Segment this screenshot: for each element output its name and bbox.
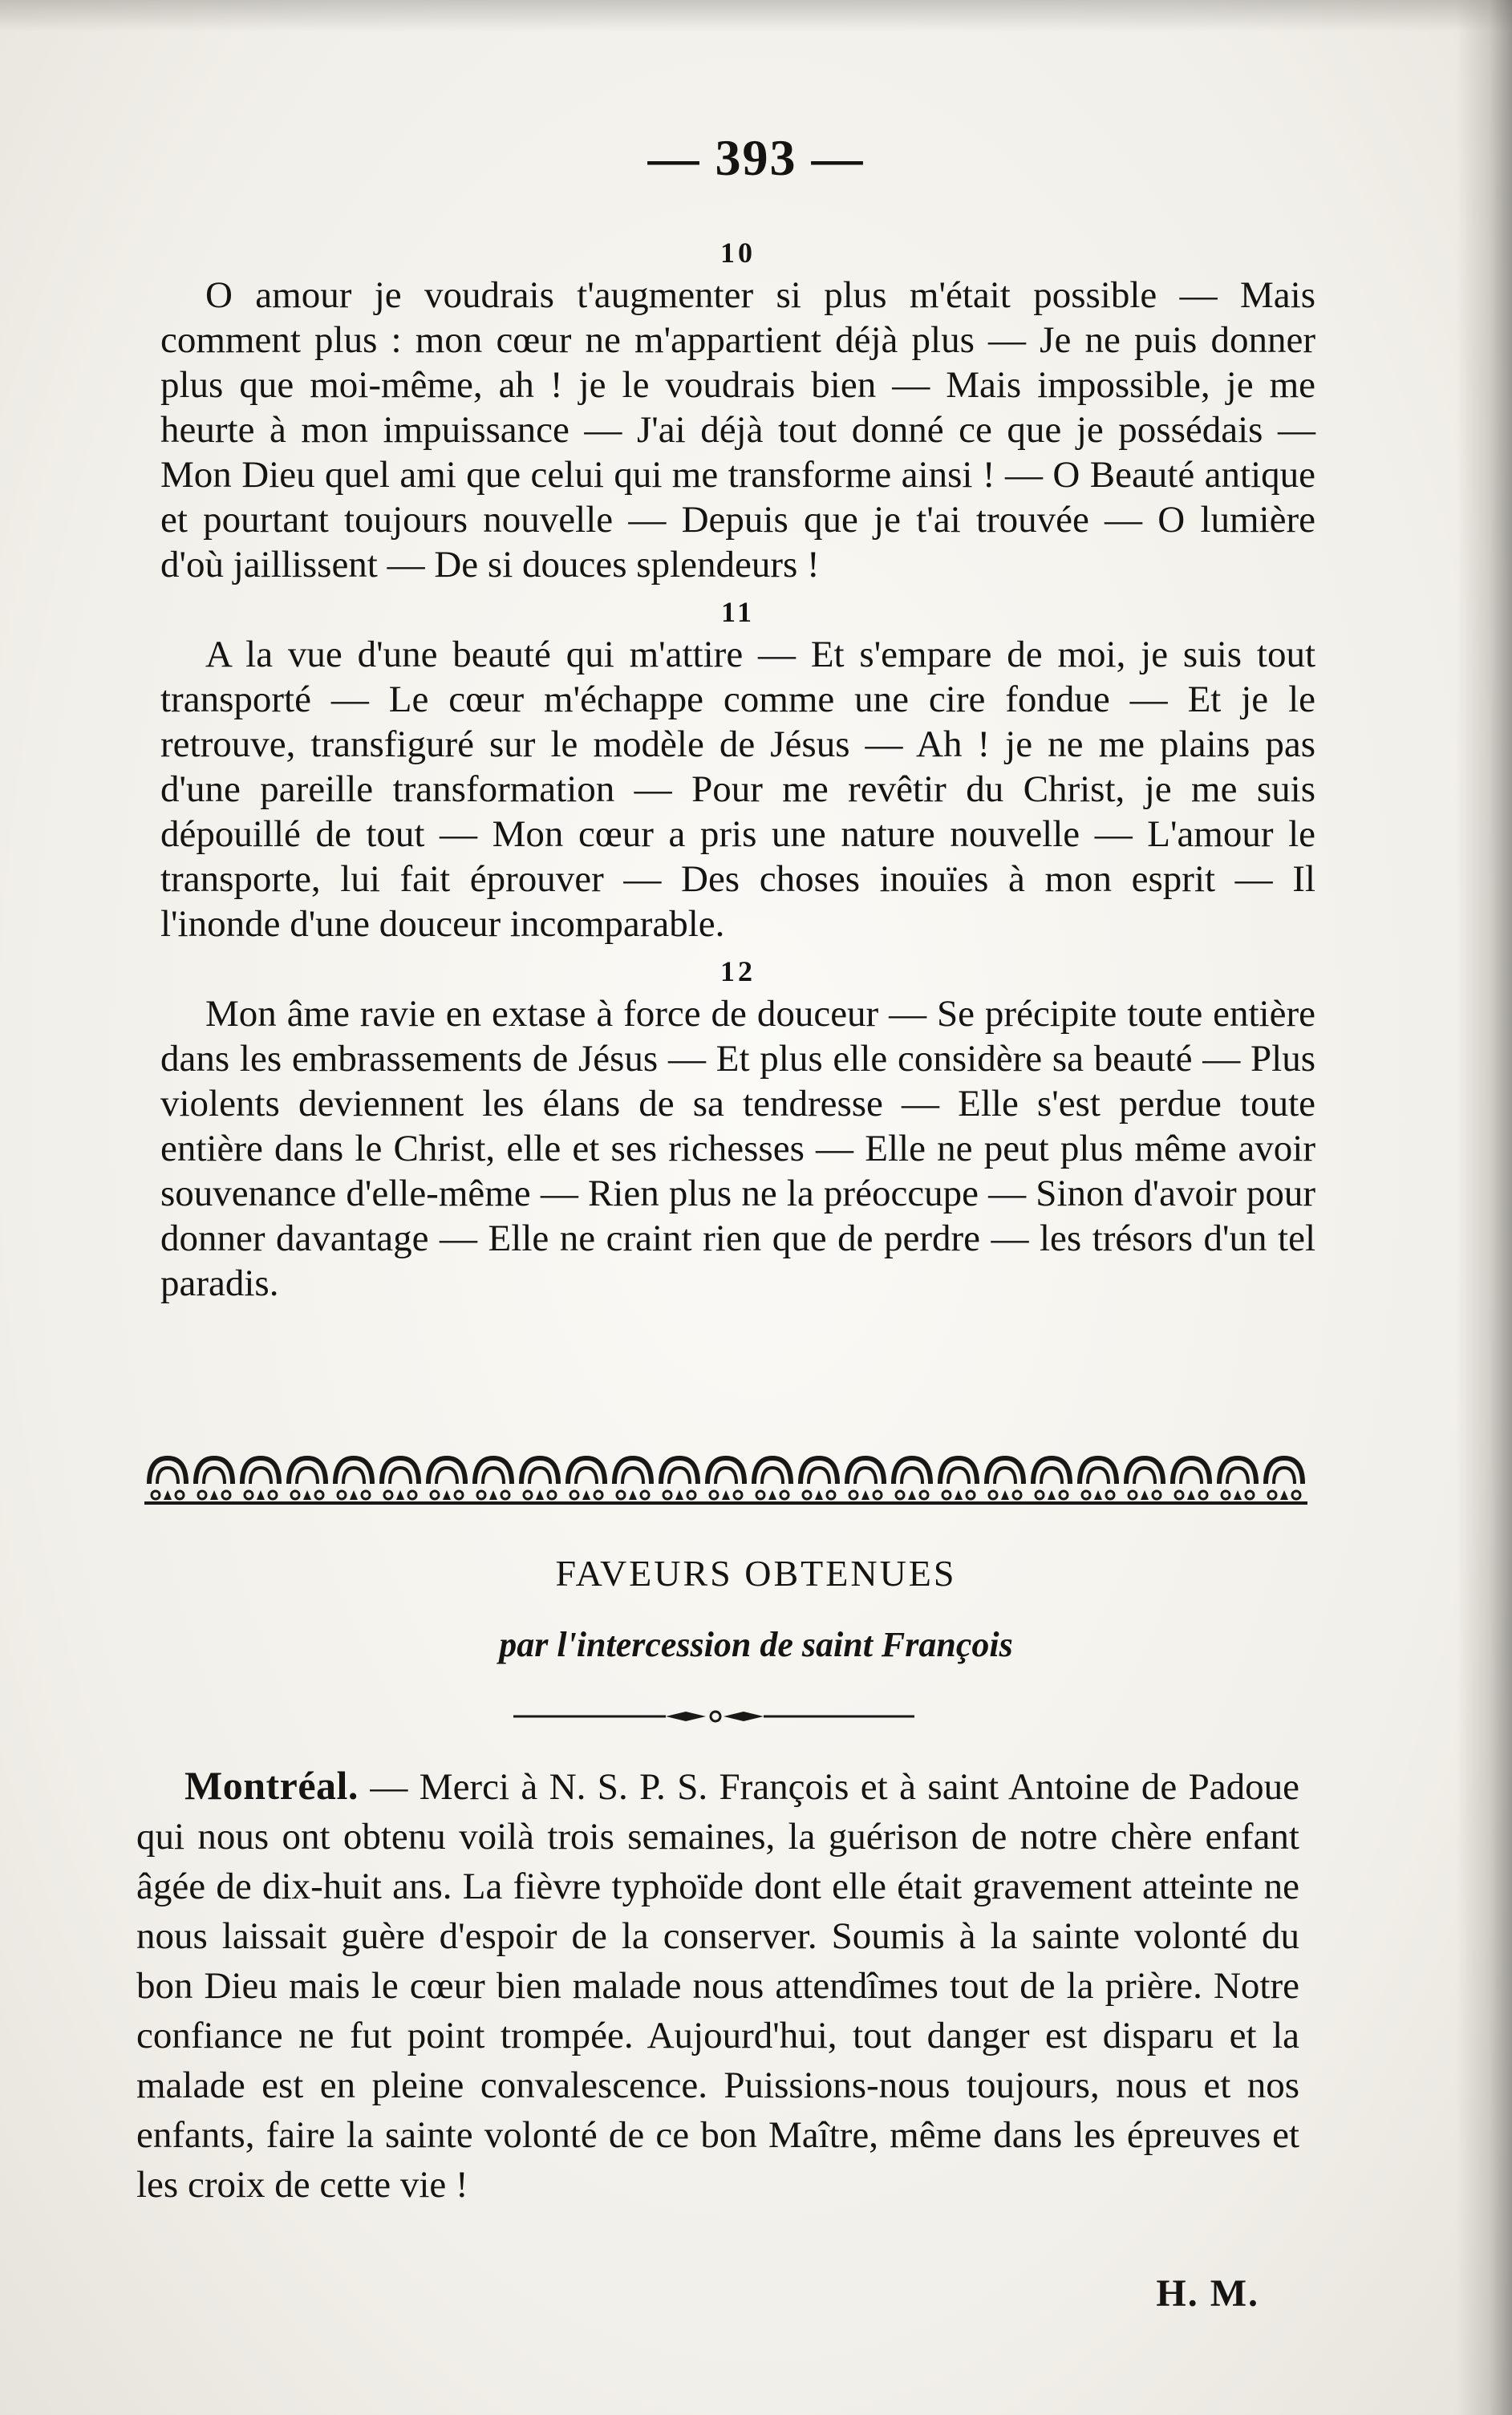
stanza-number: 10 <box>720 237 756 269</box>
favor-paragraph <box>136 1761 1299 2210</box>
decorative-rule <box>513 1704 914 1728</box>
stanza-number: 12 <box>720 955 756 987</box>
scan-right-edge <box>1456 0 1512 2415</box>
stanza-text: Mon âme ravie en extase à force de douceur — Se précipite toute entière dans les embrassements de Jésus — Et plus elle considère sa beauté — Plus violents deviennent les élans de sa tendresse — Elle s'est perdue toute entière dans le Christ, elle et ses richesses — Elle ne peut plus même avoir souvenance d'elle-même — Rien plus ne la préoccupe — Sinon d'avoir pour donner davantage — Elle ne craint rien que de perdre — les trésors d'un tel paradis. <box>160 993 1315 1304</box>
stanza-text: O amour je voudrais t'augmenter si plus m'était possible — Mais comment plus : mon cœur ne m'appartient déjà plus — Je ne puis donner plus que moi-même, ah ! je le voudrais bien — Mais impossible, je me heurte à mon impuissance — J'ai déjà tout donné ce que je possédais — Mon Dieu quel ami que celui qui me transforme ainsi ! — O Beauté antique et pourtant toujours nouvelle — Depuis que je t'ai trouvée — O lumière d'où jaillissent — De si douces splendeurs ! <box>160 274 1315 586</box>
signature: H. M. <box>1156 2272 1259 2315</box>
poem-body <box>160 233 1315 1311</box>
section-subtitle: par l'intercession de saint François <box>499 1625 1013 1664</box>
stanza-number: 11 <box>720 596 755 628</box>
scan-top-edge <box>0 0 1512 32</box>
page-number: — 393 — <box>647 129 865 186</box>
favor-text: — Merci à N. S. P. S. François et à saint Antoine de Padoue qui nous ont obtenu voilà trois semaines, la guérison de notre chère enfant âgée de dix-huit ans. La fièvre typhoïde dont elle était gravement atteinte ne nous laissait guère d'espoir de la conserver. Soumis à la sainte volonté du bon Dieu mais le cœur bien malade nous attendîmes tout de la prière. Notre confiance ne fut point trompée. Aujourd'hui, tout danger est disparu et la malade est en pleine convalescence. Puissions-nous toujours, nous et nos enfants, faire la sainte volonté de ce bon Maître, même dans les épreuves et les croix de cette vie ! <box>136 1766 1299 2206</box>
favor-place: Montréal. <box>184 1763 359 1808</box>
section-title: FAVEURS OBTENUES <box>555 1553 957 1594</box>
ornamental-border <box>144 1450 1307 1506</box>
stanza-text: A la vue d'une beauté qui m'attire — Et s'empare de moi, je suis tout transporté — Le cœur m'échappe comme une cire fondue — Et je le retrouve, transfiguré sur le modèle de Jésus — Ah ! je ne me plains pas d'une pareille transformation — Pour me revêtir du Christ, je me suis dépouillé de tout — Mon cœur a pris une nature nouvelle — L'amour le transporte, lui fait éprouver — Des choses inouïes à mon esprit — Il l'inonde d'une douceur incomparable. <box>160 634 1315 945</box>
